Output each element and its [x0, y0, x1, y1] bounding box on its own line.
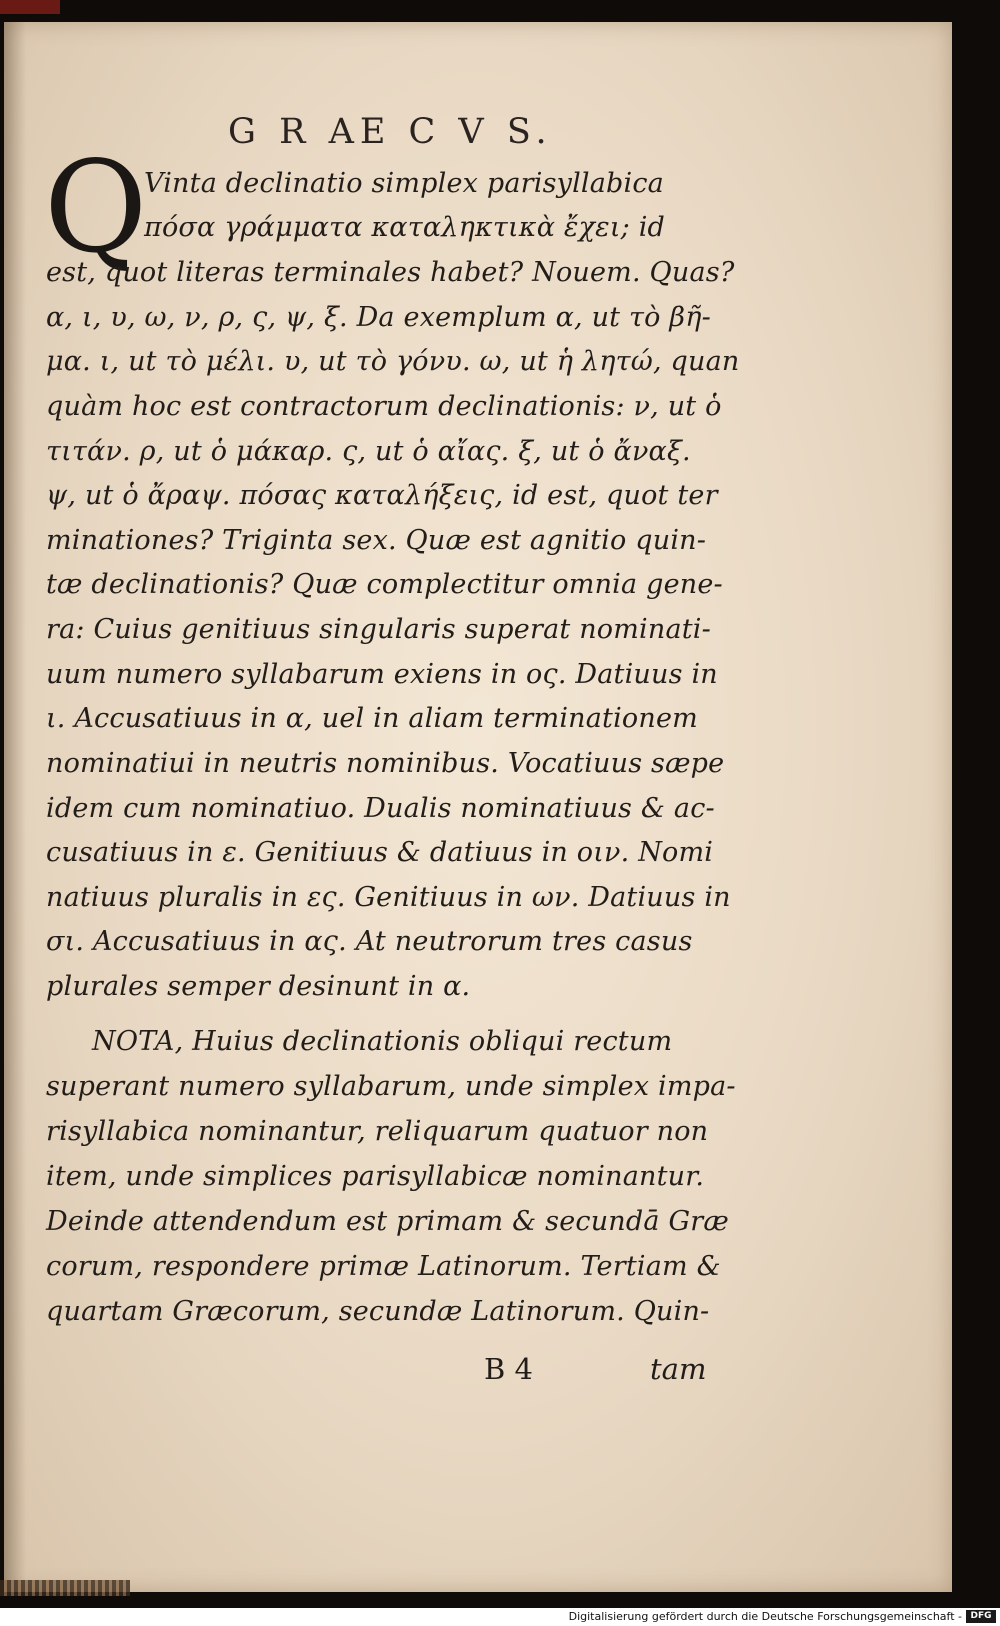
text-line: ra: Cuius genitiuus singularis superat nominati-	[46, 614, 711, 645]
dfg-logo: DFG	[966, 1610, 996, 1623]
text-line: est, quot literas terminales habet? Nouem. Quas?	[46, 257, 735, 288]
text-line: Deinde attendendum est primam & secundā Græ	[46, 1206, 729, 1237]
gutter-shadow	[4, 22, 26, 1592]
signature-mark: B 4	[484, 1352, 533, 1386]
text-line: superant numero syllabarum, unde simplex impa-	[46, 1071, 736, 1102]
text-line: μα. ι, ut τὸ μέλι. υ, ut τὸ γόνυ. ω, ut ἡ λητώ, quan	[46, 346, 740, 377]
text-line: item, unde simplices parisyllabicæ nominantur.	[46, 1161, 705, 1192]
text-line: natiuus pluralis in ες. Genitiuus in ων. Datiuus in	[46, 882, 731, 913]
text-line: α, ι, υ, ω, ν, ρ, ς, ψ, ξ. Da exemplum α, ut τὸ βῆ-	[46, 302, 711, 333]
text-line: plurales semper desinunt in α.	[46, 971, 471, 1002]
text-line: tæ declinationis? Quæ complectitur omnia gene-	[46, 569, 723, 600]
catchword: tam	[650, 1352, 707, 1386]
text-line: πόσα γράμματα καταληκτικὰ ἔχει; id	[144, 212, 666, 243]
running-head: G R AE C V S.	[228, 112, 553, 152]
text-line: minationes? Triginta sex. Quæ est agnitio quin-	[46, 525, 707, 556]
text-line: σι. Accusatiuus in ας. At neutrorum tres casus	[46, 926, 693, 957]
text-line: Vinta declinatio simplex parisyllabica	[144, 168, 664, 199]
text-line: corum, respondere primæ Latinorum. Tertiam &	[46, 1251, 721, 1282]
binding-mark	[0, 0, 60, 14]
edge-ornament	[0, 1580, 130, 1596]
text-line: risyllabica nominantur, reliquarum quatuor non	[46, 1116, 709, 1147]
text-line: uum numero syllabarum exiens in ος. Datiuus in	[46, 659, 718, 690]
text-line: τιτάν. ρ, ut ὁ μάκαρ. ς, ut ὁ αἴας. ξ, ut ὁ ἄναξ.	[46, 436, 691, 467]
text-line: idem cum nominatiuo. Dualis nominatiuus & ac-	[46, 793, 715, 824]
drop-cap: Q	[44, 134, 148, 281]
text-line: ι. Accusatiuus in α, uel in aliam terminationem	[46, 703, 698, 734]
text-line: quàm hoc est contractorum declinationis: ν, ut ὁ	[46, 391, 722, 422]
text-line: cusatiuus in ε. Genitiuus & datiuus in οιν. Nomi	[46, 837, 714, 868]
funding-notice: Digitalisierung gefördert durch die Deutsche Forschungsgemeinschaft -	[568, 1610, 962, 1623]
text-line: nominatiui in neutris nominibus. Vocatiuus sæpe	[46, 748, 725, 779]
text-line: ψ, ut ὁ ἄραψ. πόσας καταλήξεις, id est, quot ter	[46, 480, 718, 511]
text-line: NOTA, Huius declinationis obliqui rectum	[92, 1026, 673, 1057]
text-line: quartam Græcorum, secundæ Latinorum. Quin-	[46, 1296, 710, 1327]
